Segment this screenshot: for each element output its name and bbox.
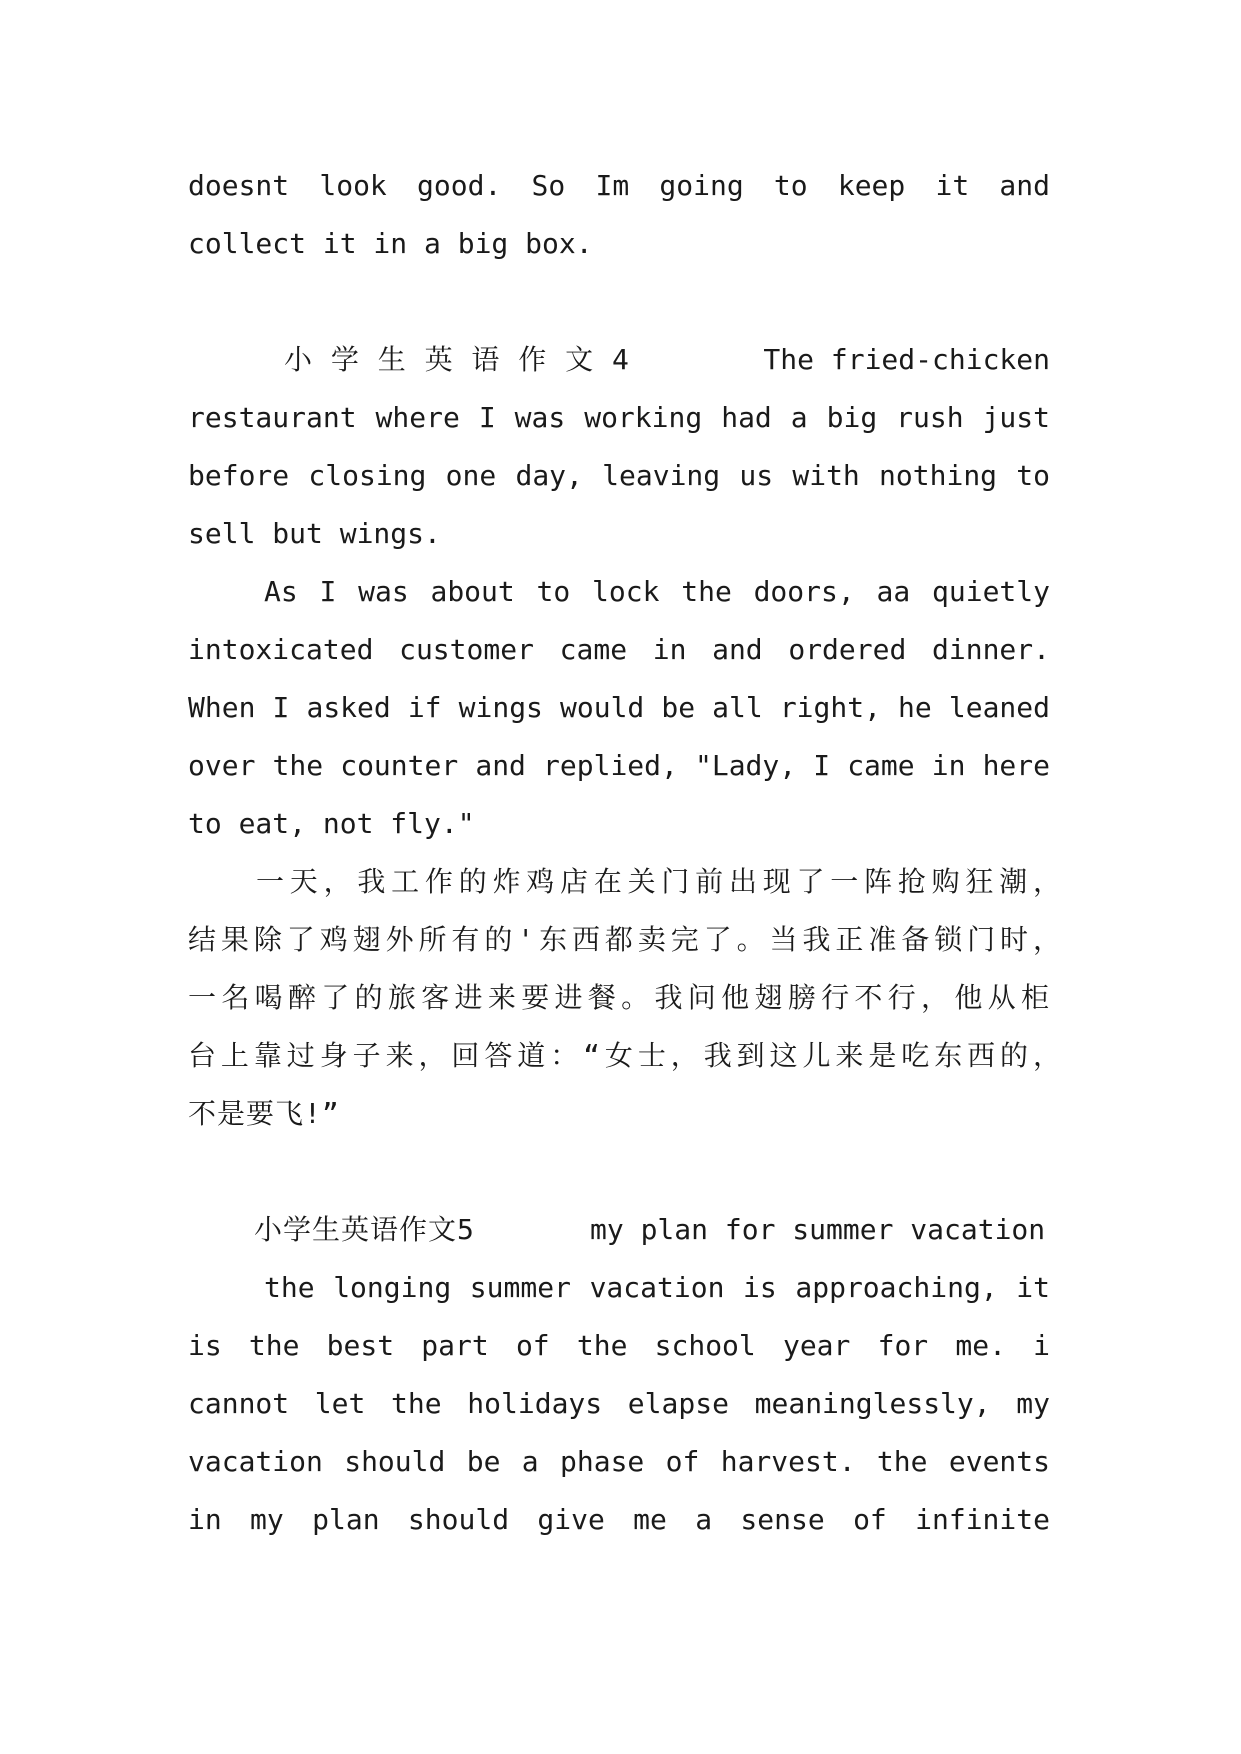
translation-line: 结果除了鸡翅外所有的'东西都卖完了。当我正准备锁门时， bbox=[188, 923, 1062, 956]
text-line: cannot let the holidays elapse meaninglessly, my bbox=[188, 1387, 1050, 1420]
text-line: intoxicated customer came in and ordered dinner. bbox=[188, 633, 1050, 666]
text-line: over the counter and replied, "Lady, I came in here bbox=[188, 749, 1050, 782]
text-line: in my plan should give me a sense of infinite bbox=[188, 1503, 1050, 1536]
text-line: vacation should be a phase of harvest. the events bbox=[188, 1445, 1050, 1478]
text-line: doesnt look good. So Im going to keep it and bbox=[188, 169, 1050, 202]
section-4-heading: 小 学 生 英 语 作 文 4 bbox=[284, 343, 630, 376]
section-5-heading-row bbox=[188, 1210, 1050, 1250]
text-line: to eat, not fly." bbox=[188, 807, 475, 840]
translation-line: 一天，我工作的炸鸡店在关门前出现了一阵抢购狂潮， bbox=[256, 865, 1062, 898]
text-line: the longing summer vacation is approaching, it bbox=[264, 1271, 1050, 1304]
section-5-heading: 小学生英语作文5 bbox=[254, 1213, 475, 1246]
text-line: before closing one day, leaving us with nothing to bbox=[188, 459, 1050, 492]
text-line: As I was about to lock the doors, aa quietly bbox=[264, 575, 1050, 608]
text-line: is the best part of the school year for me. i bbox=[188, 1329, 1050, 1362]
section-4-heading-row bbox=[188, 340, 1050, 380]
translation-line: 不是要飞!” bbox=[188, 1097, 340, 1130]
translation-line: 台上靠过身子来，回答道：“女士，我到这儿来是吃东西的， bbox=[188, 1039, 1062, 1072]
text-line: collect it in a big box. bbox=[188, 227, 593, 260]
text-line: restaurant where I was working had a big rush just bbox=[188, 401, 1050, 434]
section-5-title: my plan for summer vacation bbox=[590, 1213, 1046, 1246]
translation-line: 一名喝醉了的旅客进来要进餐。我问他翅膀行不行，他从柜 bbox=[188, 981, 1050, 1014]
text-line: When I asked if wings would be all right, he leaned bbox=[188, 691, 1050, 724]
section-4-first-line: The fried-chicken bbox=[763, 343, 1050, 376]
text-line: sell but wings. bbox=[188, 517, 441, 550]
